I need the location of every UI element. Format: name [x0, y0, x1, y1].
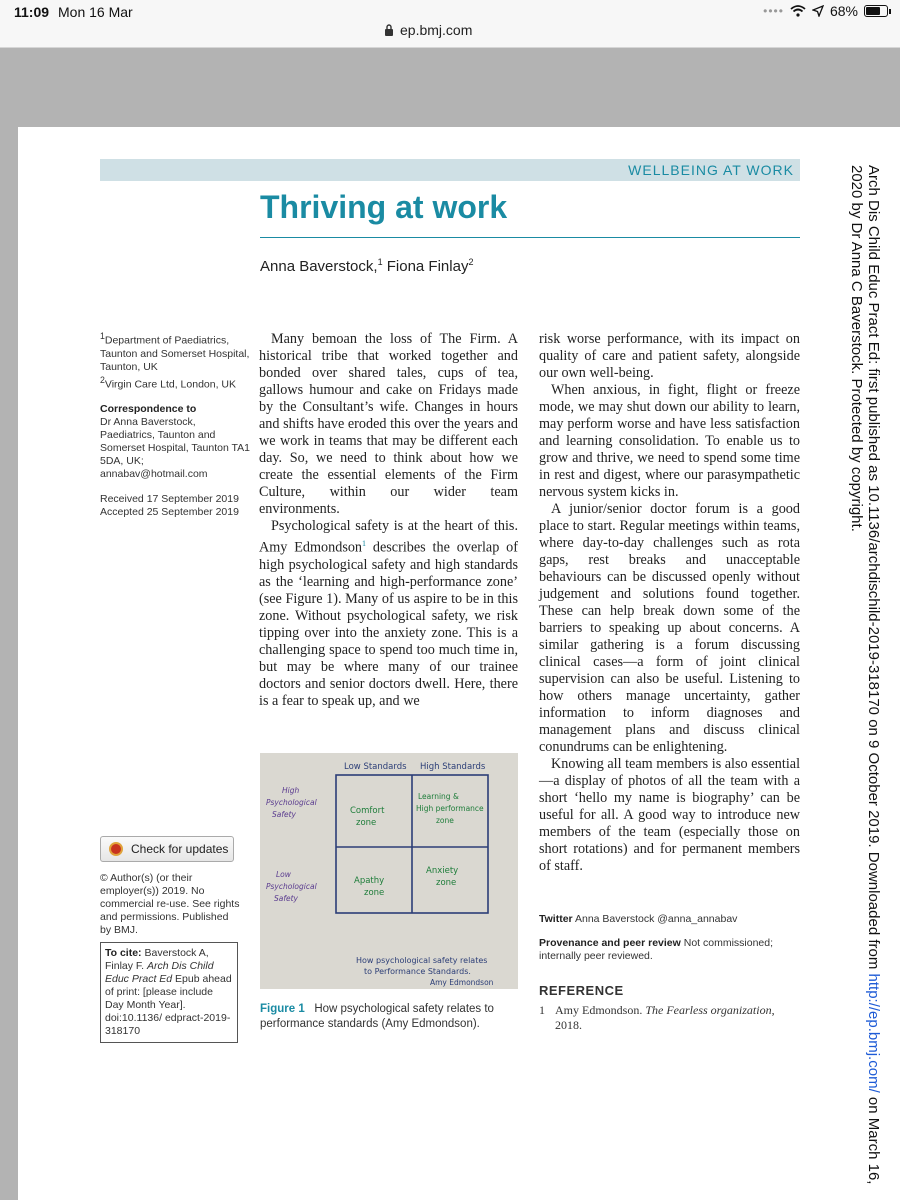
- received-date: Received 17 September 2019: [100, 493, 239, 505]
- title-rule: [260, 237, 800, 238]
- row-label-high-3: Safety: [272, 810, 296, 819]
- correspondence: [100, 403, 250, 481]
- aff-2-sup: 2: [100, 374, 105, 385]
- wifi-icon: [790, 5, 806, 17]
- battery-icon: [864, 5, 888, 17]
- quadrant-anxiety-1: Anxiety: [426, 866, 459, 876]
- section-bar: [100, 159, 800, 181]
- reference-title: The Fearless organization: [645, 1003, 772, 1017]
- clock: 11:09: [14, 4, 50, 20]
- to-cite-box: [100, 942, 238, 1043]
- date: Mon 16 Mar: [58, 4, 133, 20]
- row-label-low-3: Safety: [274, 894, 298, 903]
- diagram-footnote-2: to Performance Standards.: [364, 967, 471, 976]
- paragraph-text: describes the overlap of high psychological safety and high standards as the ‘learning and high-performance zone’ (see Figure 1). Many of us aspire to be in this zone. Without psychological safety, we risk tipping over into the anxiety zone. This is a challenging space to spend too much time in, but may be where many of our trainee doctors and senior doctors dwell. Here, there is a fear to speak up, and we: [259, 539, 518, 709]
- vertical-text: [848, 165, 882, 1200]
- figure-label[interactable]: Figure 1: [260, 1003, 305, 1015]
- diagram-footnote-1: How psychological safety relates: [356, 956, 488, 965]
- status-icons: [763, 3, 888, 19]
- vertical-side-note: [838, 165, 898, 1200]
- article-title: Thriving at work: [260, 189, 508, 225]
- figure-caption: [260, 1002, 520, 1032]
- section-label: WELLBEING AT WORK: [628, 162, 794, 178]
- diagram-footnote-3: Amy Edmondson: [430, 978, 494, 987]
- paragraph: risk worse performance, with its impact on quality of care and patient safety, alongside our own well-being.: [539, 331, 800, 381]
- quadrant-comfort-2: zone: [356, 818, 377, 828]
- row-label-low-2: Psychological: [266, 882, 317, 891]
- reference-citation[interactable]: 1: [362, 539, 367, 548]
- paragraph: A junior/senior doctor forum is a good place to start. Regular meetings within teams, where day-to-day challenges such as rota gaps, rest breaks and unacceptable behaviours can be discussed openly without judgement and solutions found together. These can help break down some of the barriers to speaking up about concerns. A similar gathering is a forum discussing clinical cases—a form of joint clinical supervision can also be useful. Listening to how others manage uncertainty, gather information to inform diagnoses and management plans and discuss clinical conundrums can be enlightening.: [539, 501, 800, 755]
- to-cite-heading: To cite:: [105, 947, 142, 959]
- paragraph-text: Psychological safety is at the heart of this. Amy Edmondson: [259, 518, 518, 556]
- affiliation-2: Virgin Care Ltd, London, UK: [104, 378, 237, 390]
- quadrant-learning-2: High performance: [416, 804, 484, 813]
- status-bar: [0, 0, 900, 48]
- vertical-text-part1: Arch Dis Child Educ Pract Ed: first published as 10.1136/archdischild-2019-318170 on 9 October 2019. Downloaded from: [865, 165, 882, 974]
- vertical-text-part2: on March 16, 2020 by Dr Anna C Baverstock. Protected by copyright.: [848, 165, 882, 1185]
- quadrant-learning-3: zone: [436, 816, 454, 825]
- accepted-date: Accepted 25 September 2019: [100, 506, 239, 518]
- twitter-handle: Anna Baverstock @anna_annabav: [572, 913, 738, 925]
- quadrant-anxiety-2: zone: [436, 878, 457, 888]
- author-2-sup: 2: [468, 257, 474, 267]
- more-dots-icon[interactable]: ••••: [763, 4, 784, 18]
- author-2: Fiona Finlay: [382, 258, 469, 275]
- address-bar-url[interactable]: ep.bmj.com: [400, 22, 473, 38]
- reference-authors: Amy Edmondson.: [555, 1003, 646, 1017]
- figure-1-image: [260, 753, 518, 989]
- psych-safety-diagram: [260, 753, 518, 989]
- figure-caption-text: How psychological safety relates to performance standards (Amy Edmondson).: [260, 1003, 494, 1030]
- col-label-high: High Standards: [420, 762, 486, 772]
- references-heading: REFERENCE: [539, 983, 624, 998]
- correspondence-text: Dr Anna Baverstock, Paediatrics, Taunton and Somerset Hospital, Taunton TA1 5DA, UK; annabav@hotmail.com: [100, 416, 250, 480]
- provenance-note: [539, 937, 809, 963]
- twitter-heading: Twitter: [539, 913, 573, 925]
- row-label-low-1: Low: [276, 870, 291, 879]
- paragraph: Knowing all team members is also essential—a display of photos of all the team with a short ‘hello my name is biography’ can be useful for all. A good way to introduce new members of the team (especially those on short rotations) and for permanent members of staff.: [539, 756, 801, 874]
- body-column-left: [259, 331, 518, 710]
- paragraph: [259, 518, 518, 710]
- affiliations: [100, 330, 250, 391]
- col-label-low: Low Standards: [344, 762, 407, 772]
- quadrant-apathy-1: Apathy: [354, 876, 385, 886]
- correspondence-heading: Correspondence to: [100, 403, 197, 415]
- row-label-high-2: Psychological: [266, 798, 317, 807]
- row-label-high-1: High: [282, 786, 300, 795]
- copyright: © Author(s) (or their employer(s)) 2019. No commercial re-use. See rights and permissions. Published by BMJ.: [100, 872, 240, 936]
- to-cite-authors: Baverstock A, Finlay F.: [105, 947, 209, 972]
- provenance-text: Not commissioned; internally peer reviewed.: [539, 937, 774, 962]
- body-column-right: [539, 331, 800, 875]
- location-arrow-icon: [812, 5, 824, 17]
- reference-number: 1: [539, 1003, 545, 1017]
- check-for-updates-button[interactable]: [100, 836, 234, 862]
- paragraph: When anxious, in fight, flight or freeze mode, we may shut down our ability to learn, may perform worse and have less satisfaction and learning consolidation. To enable us to grow and thrive, we need to spend some time in rest and digest, where our parasympathetic nervous system kicks in.: [539, 382, 800, 500]
- vertical-link[interactable]: http://ep.bmj.com/: [865, 973, 882, 1093]
- battery-percent: 68%: [829, 3, 858, 19]
- author-1: Anna Baverstock,: [260, 258, 378, 275]
- to-cite-journal: Arch Dis Child Educ Pract Ed: [105, 960, 214, 985]
- to-cite-details: Epub ahead of print: [please include Day Month Year]. doi:10.1136/ edpract-2019-318170: [105, 973, 232, 1037]
- twitter-note: [539, 913, 809, 925]
- lock-icon: [384, 24, 394, 36]
- sidebar: [100, 330, 250, 531]
- check-updates-icon: [109, 842, 123, 856]
- check-updates-label: Check for updates: [131, 842, 229, 856]
- battery-level: [866, 7, 880, 15]
- dates: [100, 493, 250, 519]
- quadrant-learning-1: Learning &: [418, 792, 459, 801]
- paragraph: Many bemoan the loss of The Firm. A historical tribe that worked together and bonded over shared tales, cups of tea, gallows humour and cake on Fridays made by the Consultant’s wife. Changes in hours and shifts have eroded this over the years and we work in teams that may be different each day. So, we need to think about how we create the essential elements of the Firm Culture, within our wider team environments.: [259, 331, 518, 517]
- reference-text: [555, 1003, 804, 1033]
- article-page: [18, 127, 900, 1200]
- provenance-heading: Provenance and peer review: [539, 937, 681, 949]
- reference-year: , 2018.: [555, 1003, 775, 1032]
- quadrant-comfort-1: Comfort: [350, 806, 385, 816]
- affiliation-1: Department of Paediatrics, Taunton and Somerset Hospital, Taunton, UK: [100, 334, 250, 373]
- aff-1-sup: 1: [100, 331, 105, 341]
- authors: [260, 257, 473, 275]
- quadrant-apathy-2: zone: [364, 888, 385, 898]
- author-1-sup: 1: [377, 257, 383, 267]
- reference-item: [539, 1003, 804, 1033]
